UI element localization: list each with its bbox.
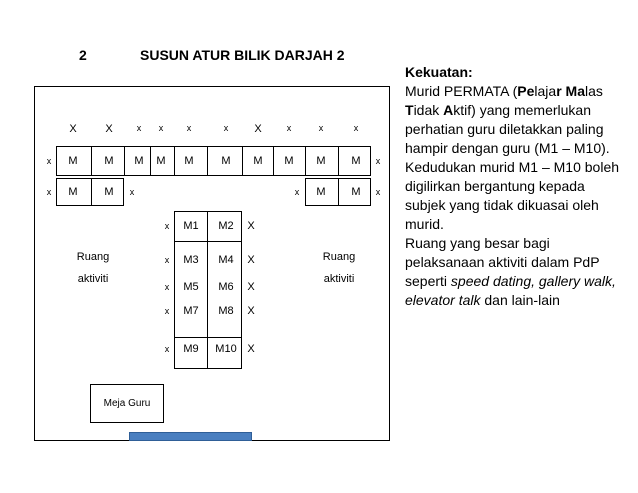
desk-cell: M [104,186,114,198]
area-label: aktiviti [77,273,109,285]
desk-cell: M3 [183,254,199,266]
desk-cell: M4 [218,254,234,266]
desk-cell: M [316,186,326,198]
notes-paragraph-3 [405,234,620,310]
desk-divider [150,146,151,176]
desk-cell: M [316,155,326,167]
p1-text: las [585,83,603,99]
desk-cell: M [104,155,114,167]
chair-marker: x [136,123,142,133]
chair-marker: x [164,221,170,231]
p1-text: laja [534,83,557,99]
chair-marker: x [375,187,381,197]
desk-cell: M [351,186,361,198]
chair-marker: x [129,187,135,197]
chair-marker: x [294,187,300,197]
activity-area-right [304,246,374,290]
desk-divider [91,146,92,176]
desk-cell: M5 [183,281,199,293]
chair-marker: x [223,123,229,133]
p1-bold-ma: Ma [565,83,585,99]
chair-marker: X [69,123,77,135]
activity-area-left [58,246,128,290]
chair-marker: X [105,123,113,135]
p3-italic: speed dating, gallery walk, elevator talk [405,273,616,308]
p1-text: idak [413,102,444,118]
chair-marker: x [164,282,170,292]
slide-number: 2 [79,47,87,63]
desk-cell: M [284,155,294,167]
chair-marker: x [318,123,324,133]
desk-separator [174,241,242,242]
notes-heading: Kekuatan: [405,64,473,80]
chair-marker: X [247,305,255,317]
desk-row-2-left [56,178,124,206]
chair-marker: x [158,123,164,133]
teacher-desk: Meja Guru [90,384,164,423]
desk-divider [305,146,306,176]
desk-cell: M [221,155,231,167]
door [129,432,252,441]
desk-divider [174,146,175,176]
chair-marker: X [247,281,255,293]
area-label: aktiviti [323,273,355,285]
desk-cell: M [351,155,361,167]
p1-bold-pe: Pe [517,83,535,99]
desk-divider [207,146,208,176]
area-label: Ruang [322,251,356,263]
chair-marker: X [247,220,255,232]
desk-divider [91,178,92,206]
desk-divider [207,211,208,369]
desk-cell: M7 [183,305,199,317]
desk-cell: M [184,155,194,167]
desk-divider [124,146,125,176]
p1-text: ktif) yang memerlukan perhatian guru diletakkan paling hampir dengan guru (M1 – M10). [405,102,610,156]
desk-cell: M8 [218,305,234,317]
desk-divider [242,146,243,176]
desk-cell: M9 [183,343,199,355]
chair-marker: x [375,156,381,166]
chair-marker: x [353,123,359,133]
chair-marker: x [164,344,170,354]
chair-marker: x [164,255,170,265]
desk-cell: M2 [218,220,234,232]
classroom-layout [34,86,390,441]
slide-title: SUSUN ATUR BILIK DARJAH 2 [140,47,345,63]
notes-panel [405,63,620,310]
desk-cell: M [156,155,166,167]
chair-marker: X [247,254,255,266]
chair-marker: x [186,123,192,133]
area-label: Ruang [76,251,110,263]
chair-marker: x [286,123,292,133]
desk-divider [338,146,339,176]
chair-marker: X [247,343,255,355]
desk-cell: M10 [215,343,237,355]
chair-marker: x [164,306,170,316]
desk-divider [338,178,339,206]
desk-cell: M6 [218,281,234,293]
chair-marker: X [254,123,262,135]
p3-text: Ruang yang besar bagi pelaksanaan aktiviti dalam PdP seperti [405,235,600,289]
desk-cell: M1 [183,220,199,232]
notes-paragraph-2: Kedudukan murid M1 – M10 boleh digilirkan bergantung kepada subjek yang tidak dikuasai oleh murid. [405,159,620,232]
notes-paragraph-1 [405,82,620,158]
desk-cell: M [253,155,263,167]
desk-separator [174,337,242,338]
desk-divider [273,146,274,176]
desk-cell: M [134,155,144,167]
chair-marker: x [46,156,52,166]
desk-cell: M [68,155,78,167]
chair-marker: x [46,187,52,197]
p1-bold-a: A [443,102,454,118]
p3-text: dan lain-lain [480,292,560,308]
desk-cell: M [68,186,78,198]
p1-text: Murid PERMATA ( [405,83,518,99]
p1-bold-r: r [556,83,562,99]
p1-bold-t: T [405,102,414,118]
